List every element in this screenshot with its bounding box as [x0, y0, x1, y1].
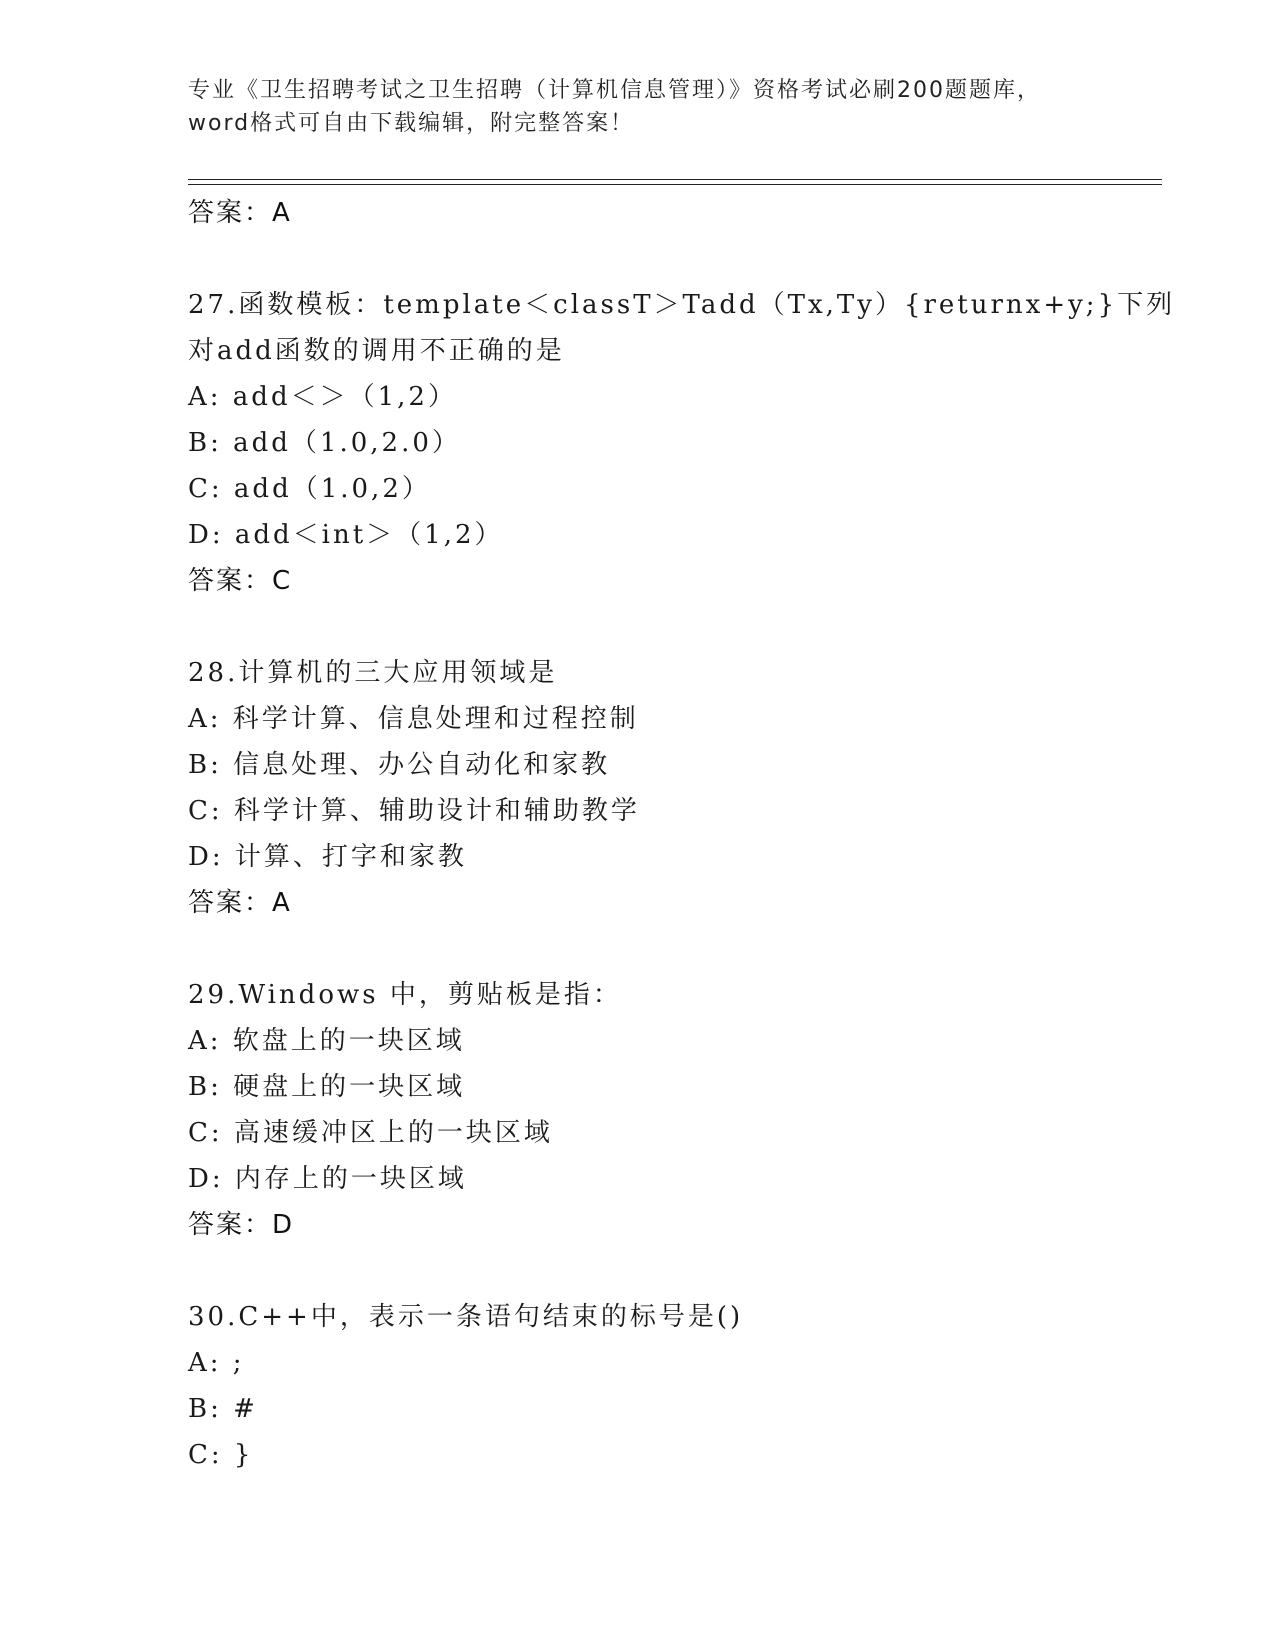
question-stem: 28.计算机的三大应用领域是 [188, 658, 558, 688]
option-b: B: 信息处理、办公自动化和家教 [188, 750, 611, 780]
question-list [188, 190, 1176, 1478]
answer-line: 答案：A [188, 198, 292, 228]
question-block [188, 650, 1162, 926]
option-a: A: 科学计算、信息处理和过程控制 [188, 704, 639, 734]
header-divider [188, 184, 1162, 185]
question-block [188, 1294, 1162, 1478]
option-c: C: 高速缓冲区上的一块区域 [188, 1118, 553, 1148]
option-d: D: 内存上的一块区域 [188, 1164, 467, 1194]
question-stem: 30.C++中，表示一条语句结束的标号是() [188, 1302, 744, 1332]
option-a: A: 软盘上的一块区域 [188, 1026, 465, 1056]
option-a: A: ; [188, 1348, 245, 1378]
option-c: C: } [188, 1440, 254, 1470]
option-b: B: # [188, 1394, 258, 1424]
option-a: A: add＜＞（1,2） [188, 382, 457, 412]
document-header [188, 74, 1088, 140]
answer-line: 答案：D [188, 1210, 295, 1240]
option-c: C: 科学计算、辅助设计和辅助教学 [188, 796, 640, 826]
question-block [188, 972, 1162, 1248]
option-d: D: add＜int＞（1,2） [188, 520, 504, 550]
header-divider [188, 179, 1162, 180]
question-stem: 对add函数的调用不正确的是 [188, 336, 565, 366]
option-b: B: add（1.0,2.0） [188, 428, 461, 458]
question-stem: 29.Windows 中，剪贴板是指： [188, 980, 622, 1010]
answer-line: 答案：A [188, 888, 292, 918]
question-block [188, 282, 1176, 604]
header-line-2: word格式可自由下载编辑，附完整答案！ [188, 111, 635, 136]
option-b: B: 硬盘上的一块区域 [188, 1072, 466, 1102]
header-line-1: 专业《卫生招聘考试之卫生招聘（计算机信息管理）》资格考试必刷200题题库， [188, 78, 1041, 103]
option-d: D: 计算、打字和家教 [188, 842, 467, 872]
option-c: C: add（1.0,2） [188, 474, 431, 504]
question-stem: 27.函数模板：template＜classT＞Tadd（Tx,Ty）{returnx+y;}下列 [188, 290, 1176, 320]
answer-line: 答案：C [188, 566, 293, 596]
